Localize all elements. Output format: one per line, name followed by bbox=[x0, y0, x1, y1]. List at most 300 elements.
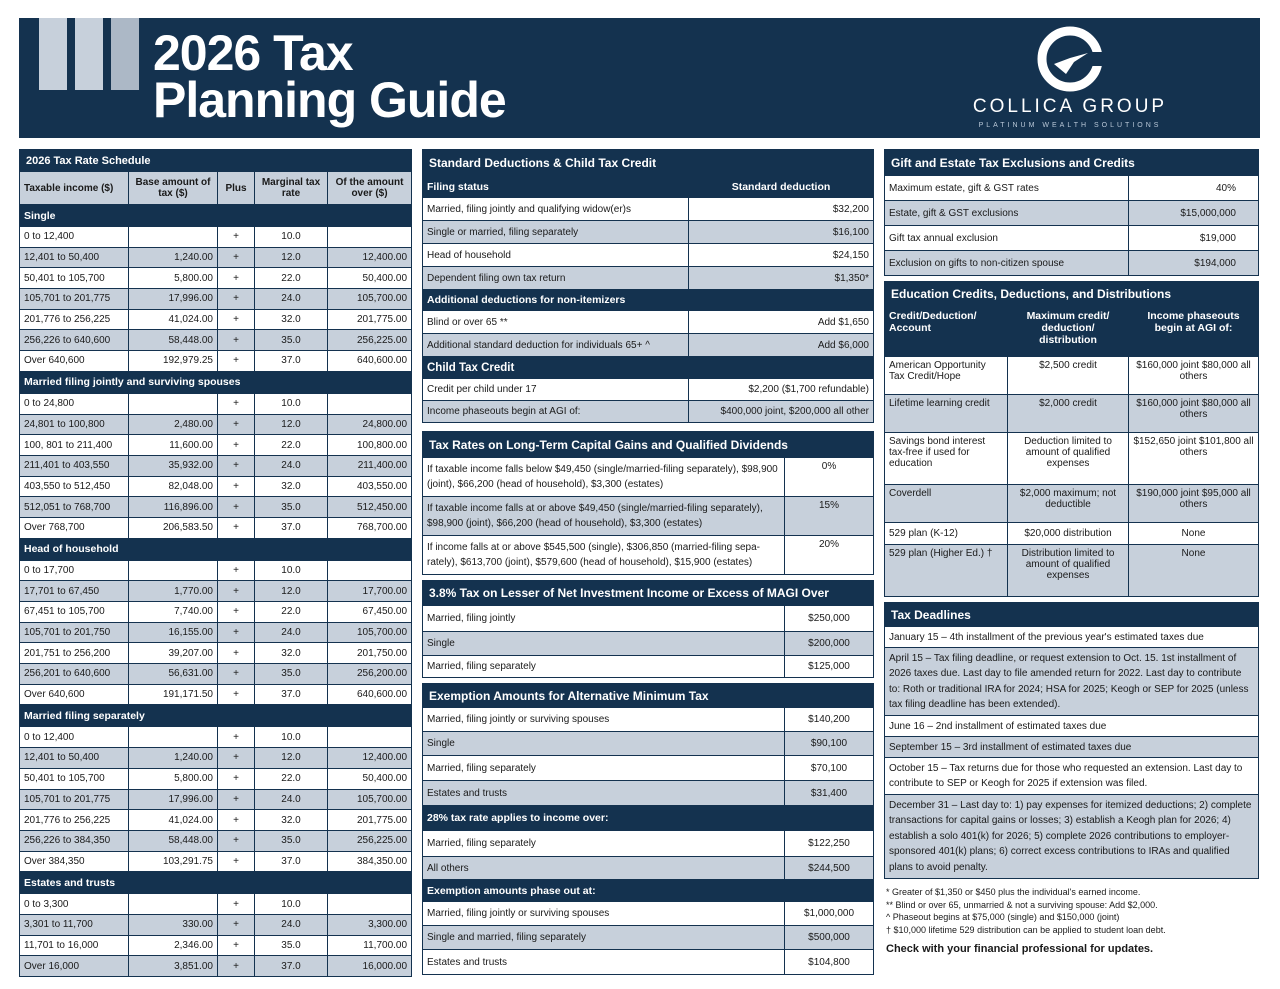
table-row bbox=[20, 956, 412, 977]
table-cell: Single bbox=[423, 632, 785, 656]
table-cell: 12.0 bbox=[255, 247, 328, 268]
table-cell: 50,401 to 105,700 bbox=[20, 268, 129, 289]
table-cell: 0 to 12,400 bbox=[20, 727, 129, 748]
deadlines-title: Tax Deadlines bbox=[885, 603, 1259, 627]
table-cell: 32.0 bbox=[255, 643, 328, 664]
table-cell: Over 16,000 bbox=[20, 956, 129, 977]
table-row bbox=[20, 351, 412, 372]
col-header: Maximum credit/ deduction/ distribution bbox=[1008, 307, 1129, 357]
table-cell: + bbox=[218, 810, 255, 831]
table-cell: 1,240.00 bbox=[129, 748, 218, 769]
table-cell: 22.0 bbox=[255, 602, 328, 623]
table-cell: 17,996.00 bbox=[129, 289, 218, 310]
rate-group-title: Head of household bbox=[20, 538, 412, 560]
table-cell: Add $1,650 bbox=[689, 311, 874, 334]
table-cell: Single and married, filing separately bbox=[423, 926, 785, 950]
table-cell: 201,751 to 256,200 bbox=[20, 643, 129, 664]
table-cell: Over 768,700 bbox=[20, 517, 129, 538]
table-cell: 22.0 bbox=[255, 768, 328, 789]
table-cell: $104,800 bbox=[785, 950, 874, 975]
col-header: Taxable income ($) bbox=[20, 172, 129, 205]
table-cell: 0 to 3,300 bbox=[20, 894, 129, 915]
table-cell: 256,226 to 640,600 bbox=[20, 330, 129, 351]
table-cell: $125,000 bbox=[785, 656, 874, 678]
middle-column bbox=[422, 149, 874, 975]
table-cell: + bbox=[218, 309, 255, 330]
table-cell: 192,979.25 bbox=[129, 351, 218, 372]
table-cell: 24.0 bbox=[255, 289, 328, 310]
table-cell: $31,400 bbox=[785, 781, 874, 806]
table-cell: 403,550 to 512,450 bbox=[20, 476, 129, 497]
table-cell: + bbox=[218, 330, 255, 351]
col-header: Marginal tax rate bbox=[255, 172, 328, 205]
deadline-item: January 15 – 4th installment of the previous year's estimated taxes due bbox=[885, 627, 1259, 648]
gift-estate-title: Gift and Estate Tax Exclusions and Credits bbox=[885, 150, 1259, 176]
table-cell: + bbox=[218, 956, 255, 977]
table-row bbox=[20, 414, 412, 435]
footnote: ^ Phaseout begins at $75,000 (single) and $150,000 (joint) bbox=[886, 912, 1120, 922]
table-cell: + bbox=[218, 435, 255, 456]
table-cell: Coverdell bbox=[885, 485, 1008, 523]
table-cell: 201,776 to 256,225 bbox=[20, 309, 129, 330]
table-cell: 2,346.00 bbox=[129, 935, 218, 956]
table-cell: $32,200 bbox=[689, 198, 874, 221]
table-cell: + bbox=[218, 227, 255, 248]
deadline-item: October 15 – Tax returns due for those who requested an extension. Last day to contribute to SEP or Keogh for 2025 if extension was filed. bbox=[885, 758, 1259, 795]
table-cell: $2,000 credit bbox=[1008, 395, 1129, 433]
table-cell: 0 to 17,700 bbox=[20, 560, 129, 581]
table-cell: 67,451 to 105,700 bbox=[20, 602, 129, 623]
table-cell: $1,000,000 bbox=[785, 902, 874, 926]
table-cell bbox=[328, 393, 412, 414]
table-cell: + bbox=[218, 517, 255, 538]
table-row bbox=[20, 830, 412, 851]
standard-deductions-title: Standard Deductions & Child Tax Credit bbox=[423, 150, 874, 176]
table-cell: $200,000 bbox=[785, 632, 874, 656]
banner-bar bbox=[39, 18, 67, 90]
table-cell: $1,350* bbox=[689, 267, 874, 290]
table-cell: Estates and trusts bbox=[423, 950, 785, 975]
table-cell: 24,800.00 bbox=[328, 414, 412, 435]
rate-schedule-column bbox=[19, 149, 411, 977]
table-row bbox=[20, 497, 412, 518]
table-cell: 191,171.50 bbox=[129, 684, 218, 705]
table-row bbox=[20, 768, 412, 789]
table-cell bbox=[129, 560, 218, 581]
logo-mark-icon bbox=[950, 24, 1190, 94]
table-cell: 41,024.00 bbox=[129, 309, 218, 330]
table-row bbox=[20, 268, 412, 289]
table-row bbox=[20, 455, 412, 476]
table-cell: 330.00 bbox=[129, 914, 218, 935]
table-cell: Blind or over 65 ** bbox=[423, 311, 689, 334]
table-row bbox=[20, 727, 412, 748]
table-cell: 10.0 bbox=[255, 393, 328, 414]
table-cell: $70,100 bbox=[785, 756, 874, 781]
table-cell: 82,048.00 bbox=[129, 476, 218, 497]
table-cell: Married, filing jointly bbox=[423, 606, 785, 632]
table-cell: 67,450.00 bbox=[328, 602, 412, 623]
table-cell: + bbox=[218, 393, 255, 414]
table-cell: 35.0 bbox=[255, 330, 328, 351]
table-cell: + bbox=[218, 684, 255, 705]
table-cell: Over 640,600 bbox=[20, 351, 129, 372]
table-cell: $500,000 bbox=[785, 926, 874, 950]
table-cell: Over 384,350 bbox=[20, 851, 129, 872]
table-cell: 37.0 bbox=[255, 684, 328, 705]
table-cell: 100,800.00 bbox=[328, 435, 412, 456]
table-cell bbox=[129, 894, 218, 915]
table-cell: 12,400.00 bbox=[328, 748, 412, 769]
table-cell: 3,300.00 bbox=[328, 914, 412, 935]
amt-title: Exemption Amounts for Alternative Minimum Tax bbox=[423, 684, 874, 708]
table-cell: 15% bbox=[785, 497, 874, 536]
niit-table bbox=[422, 580, 874, 678]
table-cell: 403,550.00 bbox=[328, 476, 412, 497]
table-cell: 7,740.00 bbox=[129, 602, 218, 623]
table-cell: 58,448.00 bbox=[129, 830, 218, 851]
table-cell: All others bbox=[423, 857, 785, 880]
table-cell: Married, filing separately bbox=[423, 756, 785, 781]
table-cell: $160,000 joint $80,000 all others bbox=[1129, 357, 1259, 395]
table-cell: 56,631.00 bbox=[129, 664, 218, 685]
table-row bbox=[20, 517, 412, 538]
table-cell: 17,996.00 bbox=[129, 789, 218, 810]
table-cell: + bbox=[218, 268, 255, 289]
rate-schedule-table bbox=[19, 149, 412, 977]
table-row bbox=[20, 330, 412, 351]
table-cell: Distribution limited to amount of qualified expenses bbox=[1008, 545, 1129, 597]
table-cell: + bbox=[218, 247, 255, 268]
table-cell: 16,000.00 bbox=[328, 956, 412, 977]
niit-title: 3.8% Tax on Lesser of Net Investment Income or Excess of MAGI Over bbox=[423, 581, 874, 606]
table-cell: Estates and trusts bbox=[423, 781, 785, 806]
table-cell: 768,700.00 bbox=[328, 517, 412, 538]
col-header: Income phaseouts begin at AGI of: bbox=[1129, 307, 1259, 357]
table-cell: 105,701 to 201,750 bbox=[20, 622, 129, 643]
table-cell: 35.0 bbox=[255, 497, 328, 518]
table-cell: $16,100 bbox=[689, 221, 874, 244]
table-cell: If taxable income falls at or above $49,450 (single/married-filing separately), $98,900 (joint), $66,200 (head of household), $3,300 (estates) bbox=[423, 497, 785, 536]
col-header: Plus bbox=[218, 172, 255, 205]
table-cell: Add $6,000 bbox=[689, 334, 874, 357]
col-header: Filing status bbox=[423, 176, 689, 198]
table-cell: None bbox=[1129, 545, 1259, 597]
table-cell: $2,200 ($1,700 refundable) bbox=[689, 379, 874, 401]
table-cell: 39,207.00 bbox=[129, 643, 218, 664]
table-cell: 22.0 bbox=[255, 268, 328, 289]
header-banner bbox=[19, 18, 1260, 138]
table-cell: + bbox=[218, 455, 255, 476]
table-cell: Estate, gift & GST exclusions bbox=[885, 201, 1129, 226]
table-cell: 10.0 bbox=[255, 894, 328, 915]
table-cell: 16,155.00 bbox=[129, 622, 218, 643]
table-row bbox=[20, 684, 412, 705]
table-cell: $15,000,000 bbox=[1129, 201, 1259, 226]
table-cell: + bbox=[218, 581, 255, 602]
table-cell: 32.0 bbox=[255, 309, 328, 330]
table-cell: 3,301 to 11,700 bbox=[20, 914, 129, 935]
education-table bbox=[884, 281, 1259, 597]
table-row bbox=[20, 748, 412, 769]
table-cell: $2,500 credit bbox=[1008, 357, 1129, 395]
table-cell: 12.0 bbox=[255, 414, 328, 435]
table-cell: 37.0 bbox=[255, 956, 328, 977]
table-cell: 256,225.00 bbox=[328, 330, 412, 351]
table-cell: $190,000 joint $95,000 all others bbox=[1129, 485, 1259, 523]
deadlines-table bbox=[884, 602, 1259, 879]
table-cell: 103,291.75 bbox=[129, 851, 218, 872]
capital-gains-title: Tax Rates on Long-Term Capital Gains and Qualified Dividends bbox=[423, 432, 874, 458]
table-cell: If taxable income falls below $49,450 (single/married-filing separately), $98,900 (joint), $66,200 (head of household), $3,300 (estates) bbox=[423, 458, 785, 497]
table-row bbox=[20, 581, 412, 602]
table-cell: + bbox=[218, 851, 255, 872]
table-cell: 201,750.00 bbox=[328, 643, 412, 664]
table-cell: 12,401 to 50,400 bbox=[20, 247, 129, 268]
table-cell: 256,225.00 bbox=[328, 830, 412, 851]
table-cell: 41,024.00 bbox=[129, 810, 218, 831]
table-row bbox=[20, 851, 412, 872]
table-cell: 24.0 bbox=[255, 914, 328, 935]
table-cell: 201,775.00 bbox=[328, 309, 412, 330]
table-cell: 100, 801 to 211,400 bbox=[20, 435, 129, 456]
banner-bar bbox=[75, 18, 103, 90]
title-line-1: 2026 Tax bbox=[153, 25, 353, 81]
footnote: * Greater of $1,350 or $450 plus the individual's earned income. bbox=[886, 887, 1141, 897]
deadline-item: December 31 – Last day to: 1) pay expenses for itemized deductions; 2) complete transactions for capital gains or losses; 3) establish a Keogh plan for 2026; 4) establish a solo 401(k) for 2026; 5) complete 2026 contributions to employer-sponsored 401(k) plans; 6) correct excess contributions to IRAs and qualified plans to avoid penalty. bbox=[885, 795, 1259, 879]
table-cell: + bbox=[218, 497, 255, 518]
table-cell: 50,401 to 105,700 bbox=[20, 768, 129, 789]
table-cell: 37.0 bbox=[255, 517, 328, 538]
table-cell: 5,800.00 bbox=[129, 768, 218, 789]
table-row bbox=[20, 622, 412, 643]
table-cell: Single bbox=[423, 732, 785, 756]
table-cell: None bbox=[1129, 523, 1259, 545]
table-cell: Married, filing jointly or surviving spouses bbox=[423, 902, 785, 926]
table-cell: 529 plan (Higher Ed.) † bbox=[885, 545, 1008, 597]
table-cell: $122,250 bbox=[785, 831, 874, 857]
table-cell: 37.0 bbox=[255, 851, 328, 872]
table-cell: Deduction limited to amount of qualified expenses bbox=[1008, 433, 1129, 485]
table-cell: If income falls at or above $545,500 (single), $306,850 (married-filing separately), $613,700 (joint), $579,600 (head of household), $15,900 (estates) bbox=[423, 536, 785, 575]
table-cell: 384,350.00 bbox=[328, 851, 412, 872]
table-row bbox=[20, 309, 412, 330]
table-cell: 11,701 to 16,000 bbox=[20, 935, 129, 956]
brand-tagline: PLATINUM WEALTH SOLUTIONS bbox=[978, 122, 1162, 129]
amt-table bbox=[422, 683, 874, 975]
table-cell: 3,851.00 bbox=[129, 956, 218, 977]
table-cell: 256,226 to 384,350 bbox=[20, 830, 129, 851]
table-cell: 24.0 bbox=[255, 789, 328, 810]
table-cell: + bbox=[218, 914, 255, 935]
table-row bbox=[20, 664, 412, 685]
standard-deductions-table bbox=[422, 149, 874, 423]
table-cell: 256,200.00 bbox=[328, 664, 412, 685]
rate-group-title: Married filing jointly and surviving spouses bbox=[20, 371, 412, 393]
table-cell: 17,701 to 67,450 bbox=[20, 581, 129, 602]
table-row bbox=[20, 227, 412, 248]
table-cell: Head of household bbox=[423, 244, 689, 267]
table-cell: 0 to 24,800 bbox=[20, 393, 129, 414]
table-cell: 17,700.00 bbox=[328, 581, 412, 602]
table-cell: $140,200 bbox=[785, 708, 874, 732]
table-cell: + bbox=[218, 414, 255, 435]
table-cell: 2,480.00 bbox=[129, 414, 218, 435]
table-cell: Savings bond interest tax-free if used for education bbox=[885, 433, 1008, 485]
table-cell: 35.0 bbox=[255, 830, 328, 851]
table-cell: 12.0 bbox=[255, 748, 328, 769]
table-row bbox=[20, 476, 412, 497]
table-cell: $244,500 bbox=[785, 857, 874, 880]
table-row bbox=[20, 935, 412, 956]
table-cell: American Opportunity Tax Credit/Hope bbox=[885, 357, 1008, 395]
deadline-item: April 15 – Tax filing deadline, or request extension to Oct. 15. 1st installment of 2026 taxes due. Last day to file amended return for 2022. Last day to contribute to: Roth or traditional IRA for 2024; HSA for 2025; Keogh or SEP for 2025 (unless tax filing deadline has been extended). bbox=[885, 648, 1259, 716]
table-cell: 0% bbox=[785, 458, 874, 497]
table-cell: 10.0 bbox=[255, 560, 328, 581]
table-cell: 5,800.00 bbox=[129, 268, 218, 289]
table-cell: $2,000 maximum; not deductible bbox=[1008, 485, 1129, 523]
page-title bbox=[153, 25, 506, 128]
table-cell: $20,000 distribution bbox=[1008, 523, 1129, 545]
table-cell: + bbox=[218, 643, 255, 664]
table-cell: 40% bbox=[1129, 176, 1259, 201]
table-cell: 12.0 bbox=[255, 581, 328, 602]
table-cell: Married, filing separately bbox=[423, 656, 785, 678]
table-row bbox=[20, 914, 412, 935]
table-cell: Married, filing separately bbox=[423, 831, 785, 857]
table-cell: Income phaseouts begin at AGI of: bbox=[423, 401, 689, 423]
child-tax-credit-title: Child Tax Credit bbox=[423, 357, 874, 379]
table-cell: Lifetime learning credit bbox=[885, 395, 1008, 433]
rate-group-title: Single bbox=[20, 205, 412, 227]
table-cell: 1,240.00 bbox=[129, 247, 218, 268]
table-cell: 24.0 bbox=[255, 622, 328, 643]
table-cell: + bbox=[218, 622, 255, 643]
table-cell: $250,000 bbox=[785, 606, 874, 632]
rate-group-title: Estates and trusts bbox=[20, 872, 412, 894]
capital-gains-table bbox=[422, 431, 874, 575]
table-cell: + bbox=[218, 560, 255, 581]
deadline-item: September 15 – 3rd installment of estimated taxes due bbox=[885, 737, 1259, 758]
table-cell: $19,000 bbox=[1129, 226, 1259, 251]
table-cell: + bbox=[218, 602, 255, 623]
table-cell: 35.0 bbox=[255, 664, 328, 685]
table-row bbox=[20, 435, 412, 456]
table-cell: 37.0 bbox=[255, 351, 328, 372]
amt-phase-title: Exemption amounts phase out at: bbox=[423, 880, 874, 902]
table-cell bbox=[129, 393, 218, 414]
table-cell: Exclusion on gifts to non-citizen spouse bbox=[885, 251, 1129, 276]
table-cell: + bbox=[218, 748, 255, 769]
table-cell: 105,700.00 bbox=[328, 789, 412, 810]
table-cell: 640,600.00 bbox=[328, 684, 412, 705]
table-cell: $194,000 bbox=[1129, 251, 1259, 276]
table-cell: 32.0 bbox=[255, 810, 328, 831]
table-cell: 201,776 to 256,225 bbox=[20, 810, 129, 831]
table-cell: Married, filing jointly and qualifying widow(er)s bbox=[423, 198, 689, 221]
table-cell: $152,650 joint $101,800 all others bbox=[1129, 433, 1259, 485]
table-cell: $24,150 bbox=[689, 244, 874, 267]
brand-name: COLLICA GROUP bbox=[972, 96, 1168, 117]
table-cell: 12,400.00 bbox=[328, 247, 412, 268]
table-cell: + bbox=[218, 830, 255, 851]
table-cell: + bbox=[218, 727, 255, 748]
table-cell: + bbox=[218, 289, 255, 310]
table-cell: 35,932.00 bbox=[129, 455, 218, 476]
table-cell bbox=[328, 227, 412, 248]
footnote: ** Blind or over 65, unmarried & not a surviving spouse: Add $2,000. bbox=[886, 899, 1158, 910]
table-cell: 512,450.00 bbox=[328, 497, 412, 518]
table-cell: 20% bbox=[785, 536, 874, 575]
check-note: Check with your financial professional for updates. bbox=[886, 943, 1154, 955]
table-cell: 105,700.00 bbox=[328, 622, 412, 643]
table-cell: $90,100 bbox=[785, 732, 874, 756]
table-cell: + bbox=[218, 935, 255, 956]
table-cell: 24,801 to 100,800 bbox=[20, 414, 129, 435]
rate-schedule-title: 2026 Tax Rate Schedule bbox=[20, 150, 412, 172]
education-title: Education Credits, Deductions, and Distributions bbox=[885, 282, 1259, 307]
amt-rate-title: 28% tax rate applies to income over: bbox=[423, 806, 874, 831]
table-row bbox=[20, 894, 412, 915]
company-logo bbox=[950, 24, 1190, 136]
table-row bbox=[20, 810, 412, 831]
deadline-item: June 16 – 2nd installment of estimated taxes due bbox=[885, 716, 1259, 737]
rate-group-title: Married filing separately bbox=[20, 705, 412, 727]
table-cell: 211,400.00 bbox=[328, 455, 412, 476]
table-cell: 529 plan (K-12) bbox=[885, 523, 1008, 545]
table-cell: 58,448.00 bbox=[129, 330, 218, 351]
col-header: Standard deduction bbox=[689, 176, 874, 198]
banner-bar bbox=[111, 18, 139, 90]
table-cell: 0 to 12,400 bbox=[20, 227, 129, 248]
table-cell: 512,051 to 768,700 bbox=[20, 497, 129, 518]
table-cell bbox=[129, 227, 218, 248]
table-cell bbox=[129, 727, 218, 748]
table-cell: 640,600.00 bbox=[328, 351, 412, 372]
table-cell: + bbox=[218, 894, 255, 915]
table-cell: $400,000 joint, $200,000 all other bbox=[689, 401, 874, 423]
table-cell: Single or married, filing separately bbox=[423, 221, 689, 244]
table-cell bbox=[328, 894, 412, 915]
table-cell: 10.0 bbox=[255, 727, 328, 748]
table-cell: 24.0 bbox=[255, 455, 328, 476]
table-cell: + bbox=[218, 768, 255, 789]
table-cell: 206,583.50 bbox=[129, 517, 218, 538]
table-row bbox=[20, 247, 412, 268]
table-cell: 32.0 bbox=[255, 476, 328, 497]
col-header: Credit/Deduction/ Account bbox=[885, 307, 1008, 357]
table-cell: Additional standard deduction for individuals 65+ ^ bbox=[423, 334, 689, 357]
table-cell: 10.0 bbox=[255, 227, 328, 248]
table-cell: + bbox=[218, 476, 255, 497]
footnote: † $10,000 lifetime 529 distribution can be applied to student loan debt. bbox=[886, 924, 1166, 935]
table-cell: Married, filing jointly or surviving spouses bbox=[423, 708, 785, 732]
table-cell: 1,770.00 bbox=[129, 581, 218, 602]
table-row bbox=[20, 560, 412, 581]
gift-estate-table bbox=[884, 149, 1259, 276]
table-cell: 12,401 to 50,400 bbox=[20, 748, 129, 769]
table-cell: 50,400.00 bbox=[328, 268, 412, 289]
table-cell: 116,896.00 bbox=[129, 497, 218, 518]
right-column bbox=[884, 149, 1259, 955]
table-cell: $160,000 joint $80,000 all others bbox=[1129, 395, 1259, 433]
table-cell bbox=[328, 727, 412, 748]
table-cell: Dependent filing own tax return bbox=[423, 267, 689, 290]
col-header: Base amount of tax ($) bbox=[129, 172, 218, 205]
table-cell: 11,600.00 bbox=[129, 435, 218, 456]
table-cell: 256,201 to 640,600 bbox=[20, 664, 129, 685]
table-cell: 105,700.00 bbox=[328, 289, 412, 310]
